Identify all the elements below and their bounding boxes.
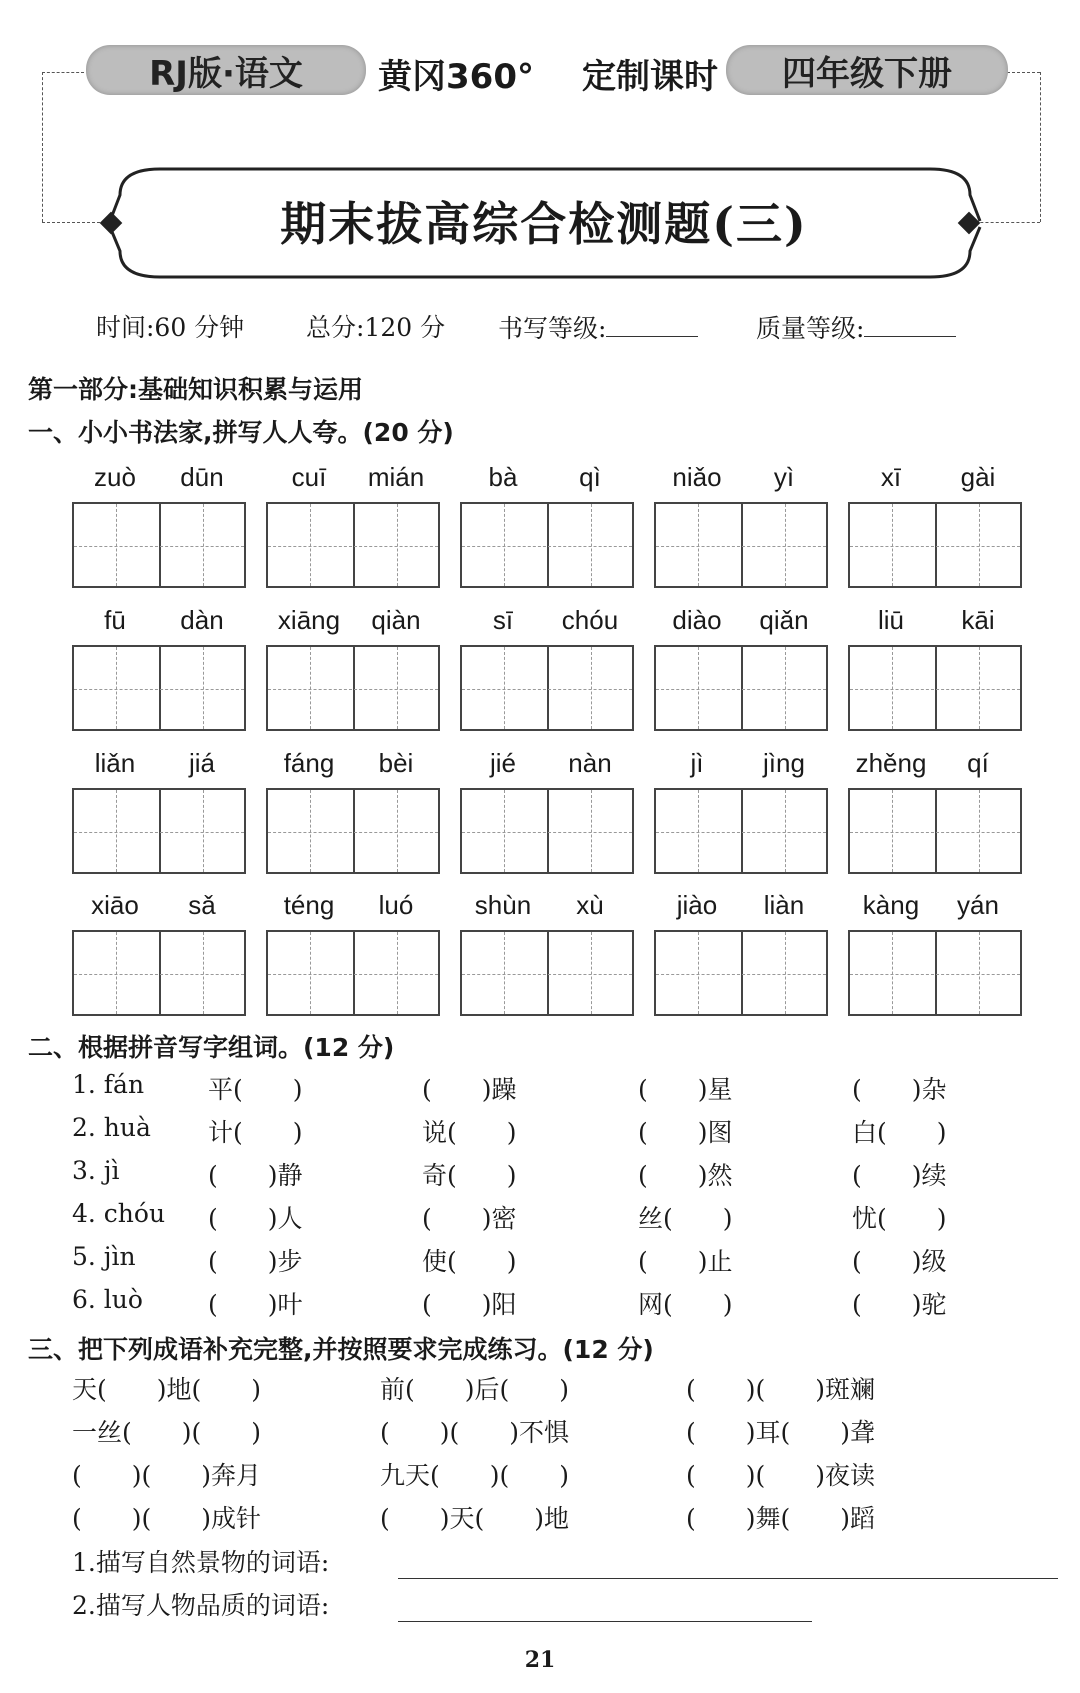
part1-heading: 第一部分:基础知识积累与运用 bbox=[28, 375, 363, 404]
q2-answer-item[interactable]: 平( ) bbox=[208, 1075, 303, 1104]
pinyin-label: xiāo bbox=[91, 890, 139, 920]
q3-idiom-item[interactable]: ( )( )斑斓 bbox=[686, 1375, 876, 1404]
q2-answer-item[interactable]: 奇( ) bbox=[422, 1161, 517, 1190]
pinyin-label: nàn bbox=[568, 748, 612, 778]
total-score-label: 总分:120 分 bbox=[306, 313, 446, 342]
subject-pill bbox=[86, 45, 366, 95]
header-right-dash-vert bbox=[1040, 72, 1041, 222]
page-number: 21 bbox=[524, 1647, 556, 1673]
brand-heading bbox=[378, 50, 718, 96]
writing-box[interactable] bbox=[266, 645, 440, 731]
q2-row-label: 6. luò bbox=[72, 1285, 143, 1314]
q2-row-label: 3. jì bbox=[72, 1156, 120, 1185]
writing-box[interactable] bbox=[72, 788, 246, 874]
pinyin-label: qì bbox=[579, 462, 601, 492]
writing-box[interactable] bbox=[848, 930, 1022, 1016]
pinyin-label: qiǎn bbox=[759, 605, 809, 635]
page-title: 期末拔高综合检测题(三) bbox=[280, 197, 808, 251]
writing-box[interactable] bbox=[460, 788, 634, 874]
pinyin-label: xī bbox=[880, 462, 902, 492]
pinyin-label: yán bbox=[957, 890, 999, 920]
pinyin-label: sǎ bbox=[188, 890, 216, 920]
pinyin-label: jié bbox=[489, 748, 516, 778]
pinyin-label: niǎo bbox=[672, 462, 722, 492]
pinyin-label: dūn bbox=[180, 462, 224, 492]
q2-row-label: 1. fán bbox=[72, 1070, 145, 1099]
writing-box[interactable] bbox=[654, 930, 828, 1016]
q3-idiom-item[interactable]: ( )舞( )蹈 bbox=[686, 1504, 876, 1533]
q2-answer-item[interactable]: ( )人 bbox=[208, 1204, 303, 1233]
q2-heading: 二、根据拼音写字组词。(12 分) bbox=[28, 1033, 395, 1062]
q3-idiom-item[interactable]: ( )( )成针 bbox=[72, 1504, 262, 1533]
pinyin-label: xiāng bbox=[277, 605, 341, 635]
q2-answer-item[interactable]: ( )星 bbox=[638, 1075, 733, 1104]
grade-pill bbox=[726, 45, 1008, 95]
pinyin-label: yì bbox=[773, 462, 795, 492]
pinyin-label: bèi bbox=[378, 748, 414, 778]
pinyin-label: mián bbox=[367, 462, 425, 492]
writing-grade-text: 书写等级: bbox=[498, 314, 607, 343]
q2-answer-item[interactable]: ( )杂 bbox=[852, 1075, 947, 1104]
writing-box[interactable] bbox=[460, 502, 634, 588]
writing-box[interactable] bbox=[72, 930, 246, 1016]
pinyin-label: gài bbox=[960, 462, 996, 492]
q3-idiom-item[interactable]: ( )( )夜读 bbox=[686, 1461, 876, 1490]
q2-answer-item[interactable]: ( )级 bbox=[852, 1247, 947, 1276]
writing-box[interactable] bbox=[266, 502, 440, 588]
q2-answer-item[interactable]: ( )静 bbox=[208, 1161, 303, 1190]
q3-idiom-item[interactable]: ( )( )奔月 bbox=[72, 1461, 262, 1490]
q2-answer-item[interactable]: ( )步 bbox=[208, 1247, 303, 1276]
q2-answer-item[interactable]: 使( ) bbox=[422, 1247, 517, 1276]
writing-box[interactable] bbox=[848, 788, 1022, 874]
pinyin-label: xù bbox=[576, 890, 604, 920]
writing-box[interactable] bbox=[654, 645, 828, 731]
q2-row-label: 2. huà bbox=[72, 1113, 151, 1142]
q3-heading: 三、把下列成语补充完整,并按照要求完成练习。(12 分) bbox=[28, 1335, 654, 1364]
q3-idiom-item[interactable]: 一丝( )( ) bbox=[72, 1418, 262, 1447]
q2-answer-item[interactable]: ( )躁 bbox=[422, 1075, 517, 1104]
header-left-dash-top bbox=[42, 72, 84, 73]
q3-sub1-answer-line[interactable] bbox=[398, 1578, 1058, 1579]
q2-answer-item[interactable]: 计( ) bbox=[208, 1118, 303, 1147]
pinyin-label: shùn bbox=[474, 890, 532, 920]
pinyin-label: jiá bbox=[188, 748, 215, 778]
q2-answer-item[interactable]: 说( ) bbox=[422, 1118, 517, 1147]
q2-answer-item[interactable]: ( )然 bbox=[638, 1161, 733, 1190]
pinyin-label: fū bbox=[104, 605, 126, 635]
q2-answer-item[interactable]: 忧( ) bbox=[852, 1204, 947, 1233]
pinyin-label: fáng bbox=[283, 748, 335, 778]
grade-pill-text: 四年级下册 bbox=[782, 53, 952, 94]
writing-grade-blank[interactable] bbox=[606, 308, 698, 337]
q3-idiom-item[interactable]: 天( )地( ) bbox=[72, 1375, 262, 1404]
pinyin-label: qiàn bbox=[371, 605, 421, 635]
writing-box[interactable] bbox=[654, 788, 828, 874]
pinyin-label: liū bbox=[877, 605, 904, 635]
pinyin-label: chóu bbox=[561, 605, 619, 635]
q2-row-label: 5. jìn bbox=[72, 1242, 136, 1271]
writing-box[interactable] bbox=[460, 930, 634, 1016]
quality-grade-text: 质量等级: bbox=[756, 314, 865, 343]
q3-idiom-item[interactable]: ( )( )不惧 bbox=[380, 1418, 570, 1447]
pinyin-label: sī bbox=[492, 605, 514, 635]
q2-answer-item[interactable]: 丝( ) bbox=[638, 1204, 733, 1233]
pinyin-label: téng bbox=[283, 890, 335, 920]
pinyin-label: zhěng bbox=[855, 748, 927, 778]
subject-pill-text: RJ版·语文 bbox=[149, 53, 303, 94]
pinyin-label: jiào bbox=[676, 890, 718, 920]
quality-grade-label bbox=[756, 308, 956, 345]
q2-answer-item[interactable]: ( )阳 bbox=[422, 1290, 517, 1319]
pinyin-label: liǎn bbox=[94, 748, 136, 778]
pinyin-label: qí bbox=[967, 748, 989, 778]
writing-box[interactable] bbox=[654, 502, 828, 588]
writing-box[interactable] bbox=[72, 502, 246, 588]
q2-row-label: 4. chóu bbox=[72, 1199, 166, 1228]
pinyin-label: kàng bbox=[862, 890, 920, 920]
pinyin-label: kāi bbox=[961, 605, 995, 635]
q3-sub2-answer-line[interactable] bbox=[398, 1621, 812, 1622]
q3-sub1-label: 1.描写自然景物的词语: bbox=[72, 1548, 330, 1577]
q2-answer-item[interactable]: ( )续 bbox=[852, 1161, 947, 1190]
q3-idiom-item[interactable]: 前( )后( ) bbox=[380, 1375, 570, 1404]
header-left-dash-vert bbox=[42, 72, 43, 222]
writing-box[interactable] bbox=[266, 788, 440, 874]
writing-box[interactable] bbox=[266, 930, 440, 1016]
q2-answer-item[interactable]: ( )密 bbox=[422, 1204, 517, 1233]
brand-name: 黄冈360° bbox=[378, 56, 534, 97]
q3-idiom-item[interactable]: ( )耳( )聋 bbox=[686, 1418, 876, 1447]
pinyin-label: diào bbox=[672, 605, 722, 635]
pinyin-label: liàn bbox=[763, 890, 805, 920]
writing-grade-label bbox=[498, 308, 698, 345]
pinyin-label: dàn bbox=[180, 605, 224, 635]
pinyin-label: zuò bbox=[94, 462, 136, 492]
writing-box[interactable] bbox=[460, 645, 634, 731]
q3-sub2-label: 2.描写人物品质的词语: bbox=[72, 1591, 330, 1620]
q2-answer-item[interactable]: ( )图 bbox=[638, 1118, 733, 1147]
writing-box[interactable] bbox=[72, 645, 246, 731]
writing-box[interactable] bbox=[848, 502, 1022, 588]
pinyin-label: luó bbox=[378, 890, 414, 920]
q2-answer-item[interactable]: ( )止 bbox=[638, 1247, 733, 1276]
q2-answer-item[interactable]: 白( ) bbox=[852, 1118, 947, 1147]
pinyin-label: cuī bbox=[291, 462, 327, 492]
q1-heading: 一、小小书法家,拼写人人夸。(20 分) bbox=[28, 418, 454, 447]
time-label: 时间:60 分钟 bbox=[96, 313, 245, 342]
q3-idiom-item[interactable]: 九天( )( ) bbox=[380, 1461, 570, 1490]
pinyin-label: bà bbox=[488, 462, 518, 492]
q3-idiom-item[interactable]: ( )天( )地 bbox=[380, 1504, 570, 1533]
q2-answer-item[interactable]: 网( ) bbox=[638, 1290, 733, 1319]
writing-box[interactable] bbox=[848, 645, 1022, 731]
q2-answer-item[interactable]: ( )驼 bbox=[852, 1290, 947, 1319]
pinyin-label: jì bbox=[690, 748, 704, 778]
q2-answer-item[interactable]: ( )叶 bbox=[208, 1290, 303, 1319]
quality-grade-blank[interactable] bbox=[864, 308, 956, 337]
pinyin-label: jìng bbox=[763, 748, 805, 778]
brand-subtitle: 定制课时 bbox=[582, 56, 718, 97]
